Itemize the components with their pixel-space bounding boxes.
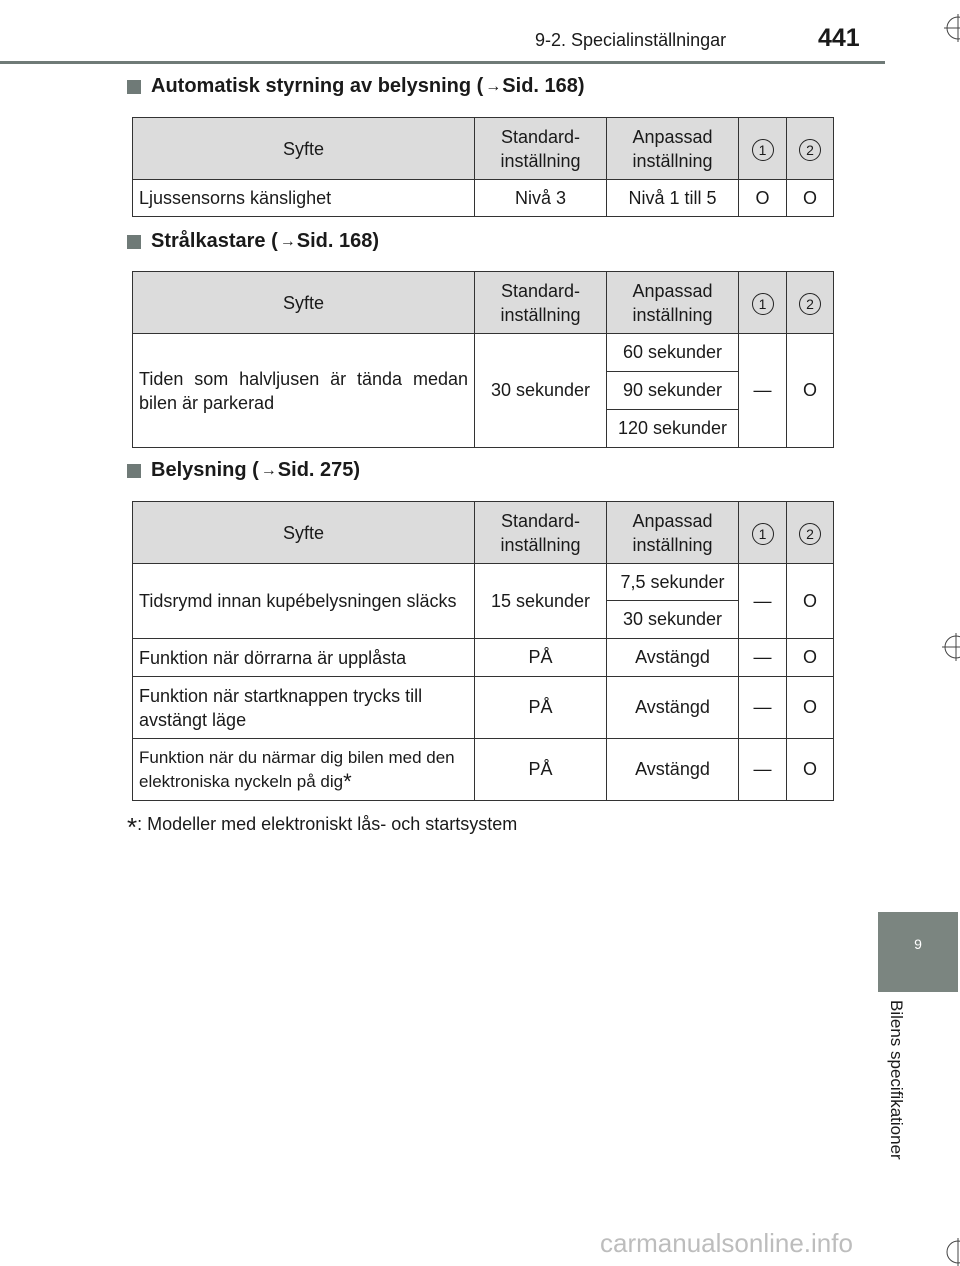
cell-purpose: Funktion när startknappen trycks till avstängt läge [133, 677, 475, 739]
table-row [133, 334, 834, 372]
cell-default: PÅ [475, 639, 607, 677]
col-custom-label: Anpassad inställning [632, 510, 713, 555]
heading-interior-lighting [127, 459, 360, 482]
arrow-right-icon: → [260, 461, 277, 479]
crop-mark-top-right [944, 14, 960, 42]
circled-2-icon: 2 [799, 139, 821, 161]
col-default-label: Standard- inställning [500, 126, 581, 171]
cell-purpose: Tiden som halvljusen är tända medan bilen är parkerad [133, 334, 475, 448]
col-purpose: Syfte [133, 118, 475, 180]
cell-purpose: Ljussensorns känslighet [133, 180, 475, 217]
cell-method-1: — [739, 639, 787, 677]
cell-method-2: O [787, 564, 834, 639]
heading-text: Belysning ( [151, 459, 259, 481]
cell-default: PÅ [475, 677, 607, 739]
cell-purpose: Funktion när dörrarna är upplåsta [133, 639, 475, 677]
cell-method-2: O [787, 180, 834, 217]
heading-headlights [127, 230, 379, 253]
square-bullet-icon [127, 80, 141, 94]
col-custom [607, 272, 739, 334]
col-default [475, 118, 607, 180]
col-method-2 [787, 272, 834, 334]
col-method-1 [739, 272, 787, 334]
col-default [475, 502, 607, 564]
chapter-number: 9 [914, 936, 922, 952]
chapter-title: Bilens specifikationer [887, 1000, 906, 1160]
cell-default: 15 sekunder [475, 564, 607, 639]
page-number: 441 [818, 24, 860, 52]
cell-custom-option: 7,5 sekunder [607, 564, 739, 601]
crop-mark-bottom-right [944, 1238, 960, 1266]
footnote-marker: * [343, 768, 352, 794]
circled-2-icon: 2 [799, 523, 821, 545]
cell-default: PÅ [475, 739, 607, 801]
table-row [133, 639, 834, 677]
cell-method-1: — [739, 564, 787, 639]
table-header-row [133, 118, 834, 180]
footnote-text: : Modeller med elektroniskt lås- och startsystem [137, 814, 518, 834]
col-purpose: Syfte [133, 272, 475, 334]
arrow-right-icon: → [485, 77, 502, 95]
cell-custom-option: 30 sekunder [607, 601, 739, 639]
col-custom [607, 118, 739, 180]
square-bullet-icon [127, 464, 141, 478]
cell-default: Nivå 3 [475, 180, 607, 217]
footnote [127, 812, 517, 843]
settings-table-headlights [132, 271, 834, 448]
heading-ref: Sid. 275) [277, 459, 361, 481]
table-header-row [133, 502, 834, 564]
circled-1-icon: 1 [752, 293, 774, 315]
cell-purpose: Tidsrymd innan kupébelysningen släcks [133, 564, 475, 639]
crop-mark-right-middle [942, 633, 960, 661]
chapter-title-vertical [888, 1000, 908, 1200]
section-title: 9-2. Specialinställningar [535, 30, 727, 50]
table-row [133, 564, 834, 601]
cell-custom-option: 120 sekunder [607, 410, 739, 448]
heading-text: Strålkastare ( [151, 230, 278, 252]
cell-purpose-text: Funktion när du närmar dig bilen med den elektroniska nyckeln på dig [139, 747, 455, 791]
cell-custom-option: 60 sekunder [607, 334, 739, 372]
page-header [0, 0, 960, 64]
cell-method-1: — [739, 677, 787, 739]
col-method-1 [739, 118, 787, 180]
col-custom-label: Anpassad inställning [632, 280, 713, 325]
cell-custom: Avstängd [607, 639, 739, 677]
heading-ref: Sid. 168) [502, 75, 585, 97]
circled-1-icon: 1 [752, 139, 774, 161]
cell-default: 30 sekunder [475, 334, 607, 448]
cell-custom-option: 90 sekunder [607, 372, 739, 410]
col-default [475, 272, 607, 334]
circled-1-icon: 1 [752, 523, 774, 545]
square-bullet-icon [127, 235, 141, 249]
chapter-tab [878, 912, 958, 992]
arrow-right-icon: → [279, 232, 296, 250]
heading-ref: Sid. 168) [296, 230, 380, 252]
cell-custom: Avstängd [607, 739, 739, 801]
table-row [133, 739, 834, 801]
heading-auto-lighting [127, 75, 585, 98]
cell-method-2: O [787, 677, 834, 739]
table-row [133, 677, 834, 739]
col-default-label: Standard- inställning [500, 280, 581, 325]
cell-purpose [133, 739, 475, 801]
col-method-2 [787, 118, 834, 180]
watermark: carmanualsonline.info [600, 1228, 853, 1258]
circled-2-icon: 2 [799, 293, 821, 315]
cell-method-1: O [739, 180, 787, 217]
cell-method-2: O [787, 334, 834, 448]
col-purpose: Syfte [133, 502, 475, 564]
col-custom [607, 502, 739, 564]
settings-table-interior-lighting [132, 501, 834, 801]
col-custom-label: Anpassad inställning [632, 126, 713, 171]
header-rule [0, 61, 885, 64]
cell-method-1: — [739, 334, 787, 448]
table-row [133, 180, 834, 217]
col-method-2 [787, 502, 834, 564]
cell-method-1: — [739, 739, 787, 801]
col-default-label: Standard- inställning [500, 510, 581, 555]
col-method-1 [739, 502, 787, 564]
footnote-mark: * [127, 812, 138, 842]
settings-table-auto-lighting [132, 117, 834, 217]
cell-method-2: O [787, 639, 834, 677]
cell-custom: Nivå 1 till 5 [607, 180, 739, 217]
heading-text: Automatisk styrning av belysning ( [151, 75, 484, 97]
cell-custom: Avstängd [607, 677, 739, 739]
cell-method-2: O [787, 739, 834, 801]
table-header-row [133, 272, 834, 334]
